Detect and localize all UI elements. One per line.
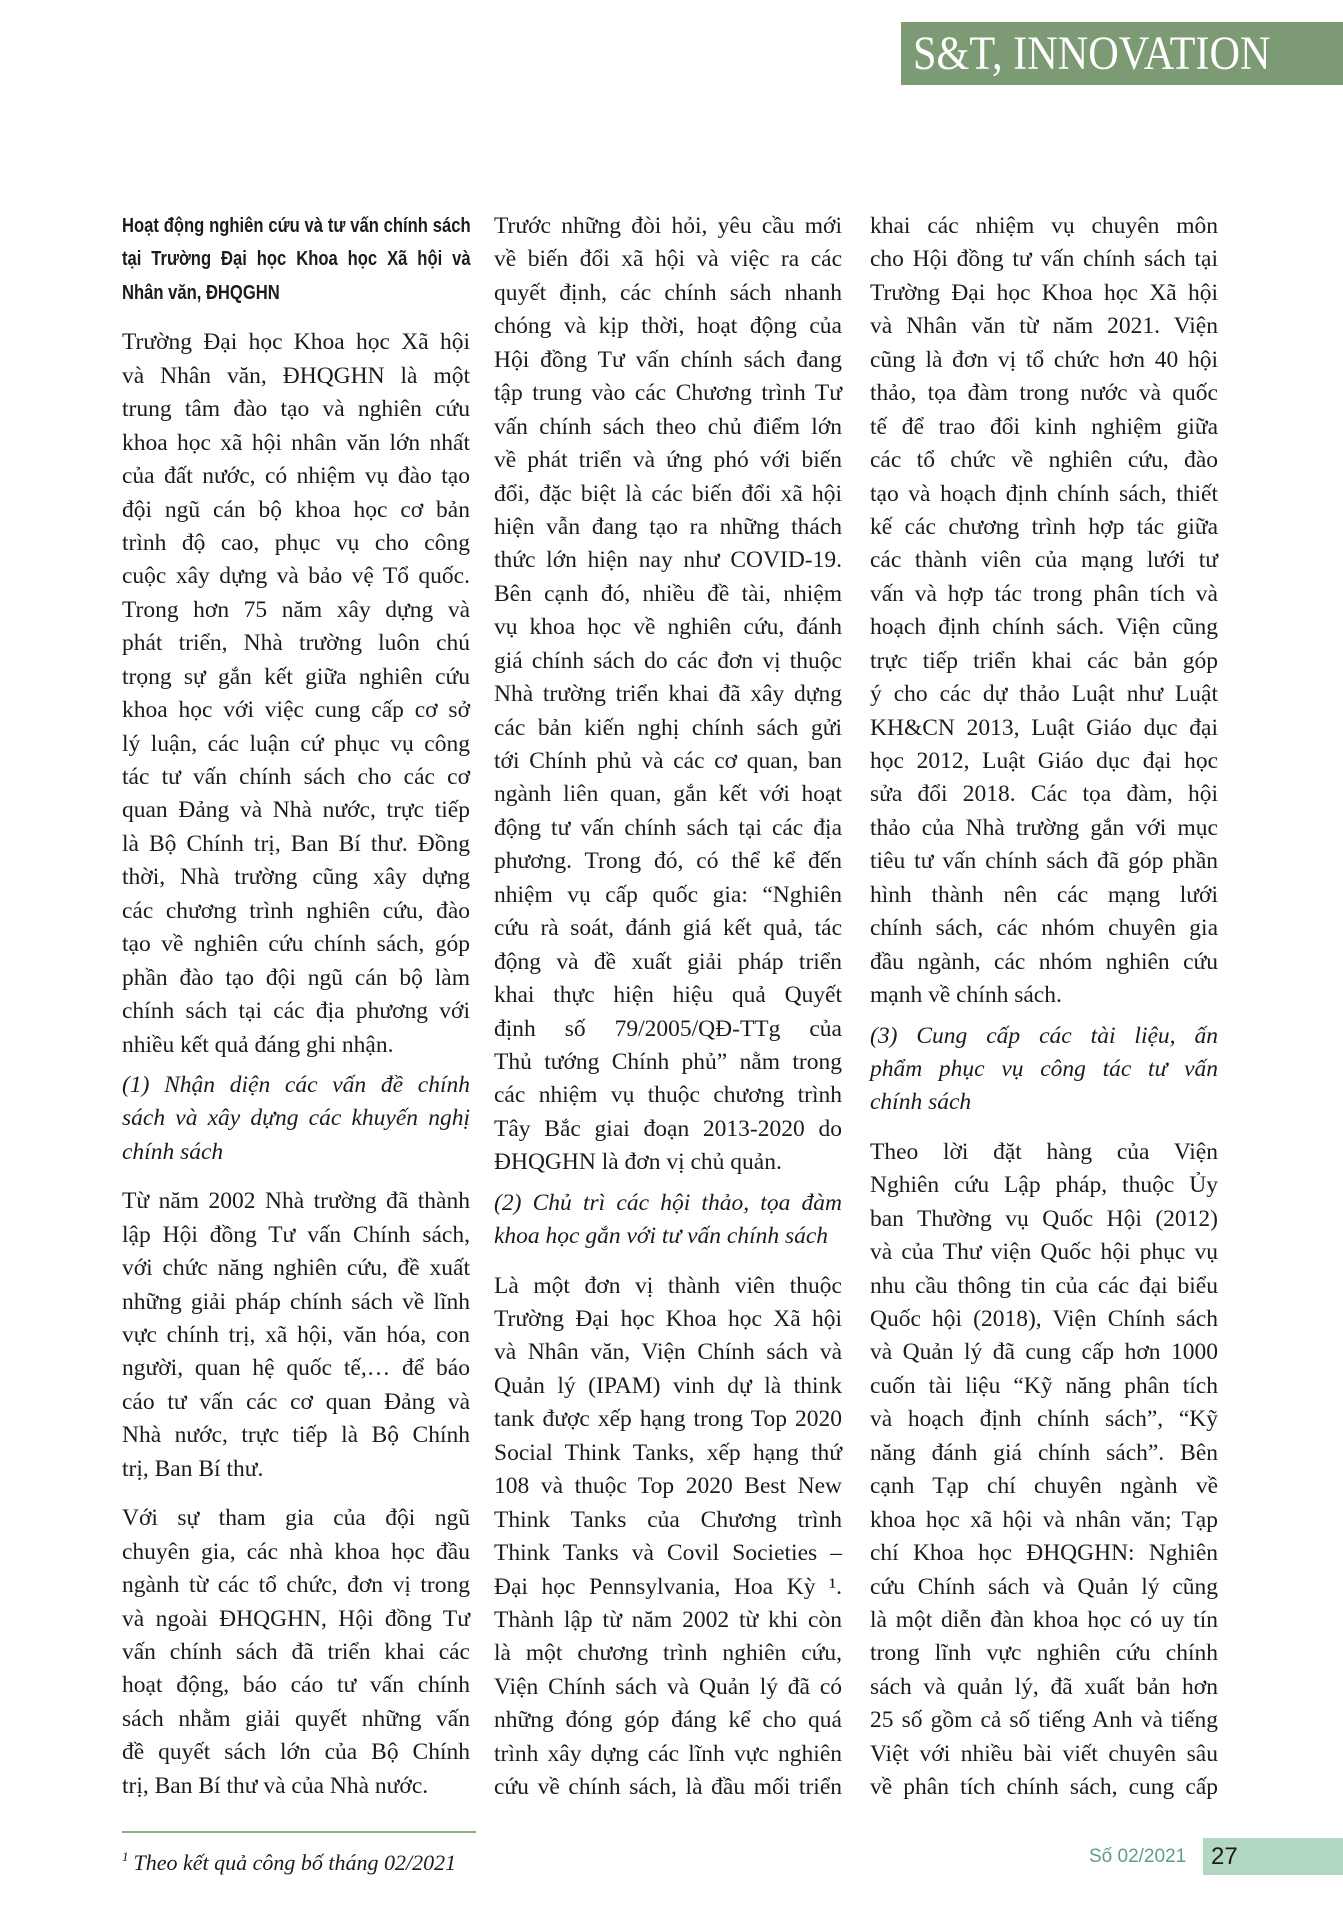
body-paragraph-line: ý cho các dự thảo Luật như Luật	[870, 681, 1218, 708]
body-paragraph-line: vấn và hợp tác trong phân tích và	[870, 580, 1218, 607]
body-paragraph-line: hiện vẫn đang tạo ra những thách	[494, 513, 842, 540]
body-paragraph-line: ĐHQGHN là đơn vị chủ quản.	[494, 1149, 782, 1176]
subsection-heading	[494, 1187, 842, 1254]
body-paragraph-line: khai thực hiện hiệu quả Quyết	[494, 982, 842, 1009]
page-number: 27	[1211, 1843, 1238, 1870]
body-paragraph-line: Việt với nhiều bài viết chuyên sâu	[870, 1740, 1218, 1767]
body-paragraph-line: của đất nước, có nhiệm vụ đào tạo	[122, 463, 470, 490]
footnote-divider	[122, 1831, 476, 1833]
body-paragraph-line: Tây Bắc giai đoạn 2013-2020 do	[494, 1115, 842, 1142]
body-paragraph-line: trình xây dựng các lĩnh vực nghiên	[494, 1740, 842, 1767]
body-paragraph-line: Viện Chính sách và Quản lý đã có	[494, 1673, 842, 1700]
body-paragraph-line: Trước những đòi hỏi, yêu cầu mới	[494, 213, 842, 239]
body-paragraph-line: đội ngũ cán bộ khoa học cơ bản	[122, 496, 470, 523]
section-label: S&T, INNOVATION	[913, 27, 1271, 80]
body-paragraph-line: động tư vấn chính sách tại các địa	[494, 814, 842, 841]
body-paragraph-line: vụ khoa học về nghiên cứu, đánh	[494, 614, 842, 641]
body-paragraph-line: lý luận, các luận cứ phục vụ công	[122, 730, 470, 757]
body-paragraph-line: những giải pháp chính sách về lĩnh	[122, 1288, 470, 1315]
body-paragraph-line: Thành lập từ năm 2002 từ khi còn	[494, 1606, 842, 1633]
body-paragraph-line: chóng và kịp thời, hoạt động của	[494, 313, 842, 340]
body-paragraph-line: Theo lời đặt hàng của Viện	[870, 1138, 1218, 1165]
section-heading-line: tại Trường Đại học Khoa học Xã hội và	[122, 248, 471, 271]
body-paragraph-line: tế để trao đổi kinh nghiệm giữa	[870, 413, 1218, 440]
body-paragraph-line: Bên cạnh đó, nhiều đề tài, nhiệm	[494, 580, 842, 607]
body-paragraph	[122, 1502, 470, 1803]
body-paragraph-line: Thủ tướng Chính phủ” nằm trong	[494, 1048, 842, 1075]
body-paragraph-line: cuộc xây dựng và bảo vệ Tổ quốc.	[122, 563, 470, 590]
body-paragraph-line: nhu cầu thông tin của các đại biểu	[870, 1272, 1218, 1299]
body-paragraph-line: tiêu tư vấn chính sách đã góp phần	[870, 848, 1218, 875]
body-paragraph-line: chính sách, các nhóm chuyên gia	[870, 915, 1218, 942]
body-paragraph	[494, 210, 842, 1180]
footnote-text: Theo kết quả công bố tháng 02/2021	[133, 1850, 457, 1875]
body-paragraph-line: trình độ cao, phục vụ cho công	[122, 529, 470, 556]
body-paragraph	[122, 1185, 470, 1486]
body-paragraph-line: nhiệm vụ cấp quốc gia: “Nghiên	[494, 881, 842, 908]
body-paragraph-line: các nhiệm vụ thuộc chương trình	[494, 1082, 842, 1109]
body-paragraph-line: sách nhằm giải quyết những vấn	[122, 1705, 470, 1732]
body-paragraph-line: đổi, đặc biệt là các biến đổi xã hội	[494, 480, 842, 507]
subsection-heading-line: khoa học gắn với tư vấn chính sách	[494, 1223, 829, 1250]
body-paragraph-line: phương. Trong đó, có thể kể đến	[494, 848, 842, 875]
body-paragraph-line: Quản lý (IPAM) vinh dự là think	[494, 1372, 842, 1399]
body-paragraph-line: cũng là đơn vị tổ chức hơn 40 hội	[870, 346, 1218, 373]
body-paragraph	[122, 326, 470, 1062]
section-tab	[901, 22, 1343, 85]
body-paragraph-line: năng đánh giá chính sách”. Bên	[870, 1439, 1218, 1466]
body-paragraph-line: cạnh Tạp chí chuyên ngành về	[870, 1473, 1218, 1500]
body-paragraph-line: hoạt động, báo cáo tư vấn chính	[122, 1672, 470, 1699]
column-1	[122, 210, 470, 1803]
body-paragraph-line: KH&CN 2013, Luật Giáo dục đại	[870, 714, 1218, 741]
body-paragraph	[494, 1270, 842, 1805]
body-paragraph-line: Nhà trường triển khai đã xây dựng	[494, 681, 842, 708]
body-paragraph-line: Đại học Pennsylvania, Hoa Kỳ ¹.	[494, 1573, 842, 1600]
body-paragraph-line: cuốn tài liệu “Kỹ năng phân tích	[870, 1372, 1218, 1399]
body-paragraph-line: phần đào tạo đội ngũ cán bộ làm	[122, 964, 470, 991]
subsection-heading-line: (2) Chủ trì các hội thảo, tọa đàm	[494, 1189, 842, 1216]
body-paragraph-line: cứu rà soát, đánh giá kết quả, tác	[494, 915, 842, 942]
issue-number: Số 02/2021	[1089, 1846, 1187, 1867]
body-paragraph-line: về phân tích chính sách, cung cấp	[870, 1774, 1218, 1801]
body-paragraph-line: trung tâm đào tạo và nghiên cứu	[122, 396, 470, 423]
body-paragraph-line: thời, Nhà trường cũng xây dựng	[122, 864, 470, 891]
subsection-heading	[122, 1069, 470, 1169]
body-paragraph-line: trị, Ban Bí thư và của Nhà nước.	[122, 1772, 429, 1799]
body-paragraph	[870, 210, 1218, 1013]
footnote	[122, 1842, 456, 1878]
body-paragraph-line: Hội đồng Tư vấn chính sách đang	[494, 346, 842, 373]
section-heading	[122, 210, 470, 310]
body-paragraph-line: phát triển, Nhà trường luôn chú	[122, 630, 470, 657]
body-paragraph-line: khoa học với việc cung cấp cơ sở	[122, 697, 470, 724]
body-paragraph-line: động và đề xuất giải pháp triển	[494, 948, 842, 975]
body-paragraph-line: đầu ngành, các nhóm nghiên cứu	[870, 948, 1218, 975]
body-paragraph-line: ngành từ các tổ chức, đơn vị trong	[122, 1572, 470, 1599]
body-paragraph-line: người, quan hệ quốc tế,… để báo	[122, 1355, 470, 1382]
subsection-heading-line: phẩm phục vụ công tác tư vấn	[870, 1055, 1218, 1082]
body-paragraph-line: vấn chính sách đã triển khai các	[122, 1638, 470, 1665]
column-2	[494, 210, 842, 1805]
body-paragraph-line: cứu Chính sách và Quản lý cũng	[870, 1573, 1218, 1600]
body-paragraph-line: Là một đơn vị thành viên thuộc	[494, 1272, 842, 1299]
body-paragraph-line: thảo của Nhà trường gắn với mục	[870, 814, 1218, 841]
body-paragraph-line: là một diễn đàn khoa học có uy tín	[870, 1606, 1218, 1633]
body-paragraph-line: Quốc hội (2018), Viện Chính sách	[870, 1306, 1218, 1332]
body-paragraph-line: tạo và hoạch định chính sách, thiết	[870, 480, 1218, 507]
page-number-tab	[1203, 1838, 1343, 1875]
body-paragraph-line: Trường Đại học Khoa học Xã hội	[122, 329, 470, 356]
body-paragraph-line: trị, Ban Bí thư.	[122, 1455, 264, 1482]
body-paragraph-line: Think Tanks của Chương trình	[494, 1506, 842, 1533]
subsection-heading-line: (1) Nhận diện các vấn đề chính	[122, 1071, 470, 1098]
body-paragraph-line: mạnh về chính sách.	[870, 982, 1062, 1009]
body-paragraph-line: và ngoài ĐHQGHN, Hội đồng Tư	[122, 1605, 470, 1632]
body-paragraph-line: cho Hội đồng tư vấn chính sách tại	[870, 246, 1218, 273]
body-paragraph-line: định số 79/2005/QĐ-TTg của	[494, 1015, 842, 1042]
body-paragraph-line: tạo về nghiên cứu chính sách, góp	[122, 931, 470, 958]
body-paragraph-line: khoa học xã hội nhân văn lớn nhất	[122, 429, 470, 456]
body-paragraph-line: ngành liên quan, gắn kết với hoạt	[494, 781, 842, 808]
section-heading-line: Hoạt động nghiên cứu và tư vấn chính sách	[122, 215, 471, 237]
body-paragraph-line: 108 và thuộc Top 2020 Best New	[494, 1473, 842, 1500]
body-paragraph-line: và Nhân văn, ĐHQGHN là một	[122, 362, 470, 389]
body-paragraph-line: về phát triển và ứng phó với biến	[494, 447, 842, 474]
body-paragraph-line: và hoạch định chính sách”, “Kỹ	[870, 1406, 1218, 1433]
body-paragraph-line: hình thành nên các mạng lưới	[870, 881, 1218, 908]
body-paragraph-line: chính sách tại các địa phương với	[122, 998, 470, 1025]
body-paragraph-line: vấn chính sách theo chủ điểm lớn	[494, 413, 842, 440]
body-paragraph-line: Trong hơn 75 năm xây dựng và	[122, 596, 470, 623]
body-paragraph-line: sửa đổi 2018. Các tọa đàm, hội	[870, 781, 1218, 808]
body-paragraph-line: thảo, tọa đàm trong nước và quốc	[870, 380, 1218, 407]
body-paragraph-line: và Nhân văn, Viện Chính sách và	[494, 1339, 842, 1366]
body-paragraph-line: Với sự tham gia của đội ngũ	[122, 1505, 470, 1532]
body-paragraph-line: 25 số gồm cả số tiếng Anh và tiếng	[870, 1707, 1218, 1734]
body-paragraph-line: chí Khoa học ĐHQGHN: Nghiên	[870, 1540, 1218, 1567]
body-paragraph-line: về biến đổi xã hội và việc ra các	[494, 246, 842, 273]
body-paragraph-line: là Bộ Chính trị, Ban Bí thư. Đồng	[122, 830, 470, 857]
body-paragraph-line: Social Think Tanks, xếp hạng thứ	[494, 1439, 842, 1466]
body-paragraph-line: Think Tanks và Covil Societies –	[494, 1540, 842, 1567]
body-paragraph-line: Nhà nước, trực tiếp là Bộ Chính	[122, 1422, 470, 1449]
body-paragraph-line: học 2012, Luật Giáo dục đại học	[870, 748, 1218, 774]
body-paragraph-line: với chức năng nghiên cứu, đề xuất	[122, 1255, 470, 1282]
body-paragraph-line: cứu về chính sách, là đầu mối triển	[494, 1774, 842, 1801]
body-paragraph-line: và Quản lý đã cung cấp hơn 1000	[870, 1339, 1218, 1366]
body-paragraph-line: trọng sự gắn kết giữa nghiên cứu	[122, 663, 470, 690]
body-paragraph-line: tác tư vấn chính sách cho các cơ	[122, 764, 470, 790]
body-paragraph-line: các thành viên của mạng lưới tư	[870, 547, 1218, 574]
footnote-marker: 1	[122, 1849, 129, 1864]
body-paragraph-line: cáo tư vấn các cơ quan Đảng và	[122, 1388, 470, 1415]
body-paragraph-line: trực tiếp triển khai các bản góp	[870, 647, 1218, 674]
body-paragraph-line: là một chương trình nghiên cứu,	[494, 1640, 842, 1667]
body-paragraph-line: tới Chính phủ và các cơ quan, ban	[494, 748, 842, 774]
body-paragraph-line: các chương trình nghiên cứu, đào	[122, 897, 470, 924]
body-paragraph-line: tank được xếp hạng trong Top 2020	[494, 1406, 842, 1433]
body-paragraph-line: và Nhân văn từ năm 2021. Viện	[870, 313, 1218, 340]
body-paragraph-line: nhiều kết quả đáng ghi nhận.	[122, 1031, 394, 1058]
body-paragraph-line: khoa học xã hội và nhân văn; Tạp	[870, 1506, 1218, 1533]
subsection-heading	[870, 1020, 1218, 1120]
subsection-heading-line: chính sách	[122, 1138, 224, 1165]
body-paragraph-line: giá chính sách do các đơn vị thuộc	[494, 647, 842, 674]
body-paragraph-line: chuyên gia, các nhà khoa học đầu	[122, 1538, 470, 1565]
body-paragraph-line: quyết định, các chính sách nhanh	[494, 279, 842, 306]
body-paragraph-line: và của Thư viện Quốc hội phục vụ	[870, 1239, 1218, 1266]
body-paragraph-line: những đóng góp đáng kể cho quá	[494, 1707, 842, 1734]
body-paragraph-line: vực chính trị, xã hội, văn hóa, con	[122, 1322, 470, 1348]
body-paragraph-line: kế các chương trình hợp tác giữa	[870, 513, 1218, 540]
body-paragraph-line: các bản kiến nghị chính sách gửi	[494, 714, 842, 741]
body-paragraph-line: trong lĩnh vực nghiên cứu chính	[870, 1640, 1218, 1667]
body-paragraph-line: các tổ chức về nghiên cứu, đào	[870, 447, 1218, 474]
body-paragraph-line: quan Đảng và Nhà nước, trực tiếp	[122, 797, 470, 824]
body-paragraph-line: Trường Đại học Khoa học Xã hội	[870, 279, 1218, 306]
body-paragraph-line: sách và quản lý, đã xuất bản hơn	[870, 1673, 1218, 1700]
body-paragraph-line: hoạch định chính sách. Viện cũng	[870, 614, 1218, 641]
body-paragraph-line: ban Thường vụ Quốc Hội (2012)	[870, 1205, 1218, 1232]
body-paragraph-line: Từ năm 2002 Nhà trường đã thành	[122, 1188, 470, 1215]
body-paragraph-line: đề quyết sách lớn của Bộ Chính	[122, 1739, 470, 1766]
subsection-heading-line: chính sách	[870, 1089, 972, 1116]
body-paragraph-line: thức lớn hiện nay như COVID-19.	[494, 547, 842, 574]
body-paragraph-line: Trường Đại học Khoa học Xã hội	[494, 1306, 842, 1332]
body-paragraph-line: tập trung vào các Chương trình Tư	[494, 380, 842, 407]
body-paragraph-line: Nghiên cứu Lập pháp, thuộc Ủy	[870, 1172, 1218, 1199]
section-heading-line: Nhân văn, ĐHQGHN	[122, 281, 280, 304]
subsection-heading-line: sách và xây dựng các khuyến nghị	[122, 1105, 470, 1132]
subsection-heading-line: (3) Cung cấp các tài liệu, ấn	[870, 1022, 1218, 1049]
column-3	[870, 210, 1218, 1805]
body-paragraph-line: khai các nhiệm vụ chuyên môn	[870, 213, 1218, 239]
body-paragraph	[870, 1136, 1218, 1805]
body-paragraph-line: lập Hội đồng Tư vấn Chính sách,	[122, 1221, 470, 1248]
